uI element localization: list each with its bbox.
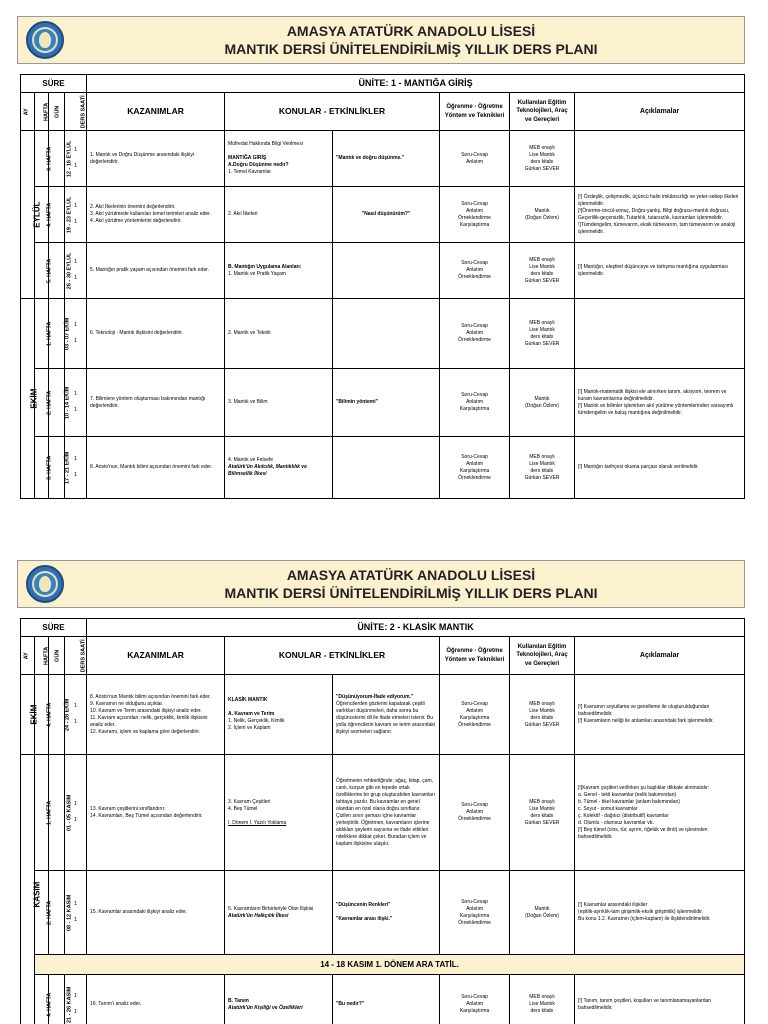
konu-cell: Müfredat Hakkında Bilgi Verilmesi MANTIĞA GİRİŞ A.Doğru Düşünme nedir? 1. Temel Kavramlar — [225, 131, 333, 187]
col-aciklamalar: Açıklamalar — [575, 93, 745, 131]
month-cell: EYLÜL — [21, 131, 35, 299]
table-row — [21, 871, 745, 955]
kazanim-cell: 7. Bilimlere yöntem oluşturması bakımından mantığı değerlendirir. — [87, 369, 225, 437]
gun-cell: 01 - 05 KASIM — [49, 755, 65, 871]
hours-cell: 1 1 — [65, 871, 87, 955]
plan-table — [20, 74, 745, 499]
col-ay: AY — [21, 93, 35, 131]
unite-title: ÜNİTE: 1 - MANTIĞA GİRİŞ — [87, 75, 745, 93]
etkinlik-cell: "Nasıl düşünürüm?" — [333, 187, 440, 243]
school-title: AMASYA ATATÜRK ANADOLU LİSESİ — [286, 567, 536, 583]
col-kazanimlar: KAZANIMLAR — [87, 637, 225, 675]
arac-cell: Mantık (Doğan Özlem) — [510, 187, 575, 243]
hafta-cell: 1. HAFTA — [35, 299, 49, 369]
hours-cell: 1 1 — [65, 437, 87, 499]
etkinlik-cell: "Düşünüyorum-İfade ediyorum." Öğrencilerden gözlerini kapatarak çeşitli varlıkları düşünmeleri, daha sonra bu düşüncelerini dil ile ifade etmeleri istenir. Bu yolla öğrencilerin kavram ve terim arasındaki ilişkiyi sezmeleri sağlanır. — [333, 675, 440, 755]
plan-title: MANTIK DERSİ ÜNİTELENDİRİLMİŞ YILLIK DERS PLANI — [224, 585, 598, 601]
gun-cell: 10 - 14 EKİM — [49, 369, 65, 437]
arac-cell: MEB onaylı Lise Mantık ders kitabı Gürkan SEVER — [510, 243, 575, 299]
col-aciklamalar: Açıklamalar — [575, 637, 745, 675]
etkinlik-cell: Öğretmenin rehberliğinde; ağaç, kitap, çam, canlı, kurşun gibi en tepede ortak özelliklerine bir grup oluşturabilen kavramları tahtaya yazılır. Bu kavramlar en genel olandan en özel olana doğru sınıflanır. Çizilen sınırı şeması içine kavramlar yerleştirilir. Öğretmen, kavramların içlerine aldıkları şeylerin sayısına ve ifade ettikleri niteliklere dikkat çeker. Buradan içlem ve kaplam ilişkisine ulaşılır. — [333, 755, 440, 871]
kazanim-cell: 8. Aristo'nun, Mantık bilimi açısından önemini fark eder. — [87, 437, 225, 499]
aciklama-cell: [!] Kavramlar arasındaki ilişkiler (eşitlik-ayrıklık-tam girişimlik-eksik girişimlik) işlenmelidir. Bu konu 1.2. Kavramın (içlem-kaplam) ile ilişkilendirilmelidir. — [575, 871, 745, 955]
school-title: AMASYA ATATÜRK ANADOLU LİSESİ — [286, 23, 536, 39]
yontem-cell: Soru-Cevap Anlatım Karşılaştırma Örneklendirme — [440, 675, 510, 755]
gun-cell: 19 - 23 EYLÜL — [49, 187, 65, 243]
yontem-cell: Soru-Cevap Anlatım Örneklendirme — [440, 299, 510, 369]
aciklama-cell: [!] Özdeşlik, çelişmezlik, üçüncü halin imkânsızlığı ve yeter-sebep ilkeleri işlenmelidir. [!]Önerme-öncül-sonuç, Doğru-yanlış, Bilgi doğrusu-mantık doğrusu, Geçerlilik-geçersizlik, Tutarlılık, tutarsızlık, kavramları işlenmelidir. !]Tümdengelim, tümevarım, eksik tümevarım, tam tümevarım ve analoji işlenmelidir. — [575, 187, 745, 243]
yontem-cell: Soru-Cevap Anlatım Karşılaştırma — [440, 369, 510, 437]
col-araclar: Kullanılan Eğitim Teknolojileri, Araç ve Gereçleri — [510, 637, 575, 675]
plan-page-2 — [17, 560, 745, 1023]
konu-cell: 5. Kavramların Birbirleriyle Olan İlişkisi Atatürk'ün Halkçılık İlkesi — [225, 871, 333, 955]
arac-cell: MEB onaylı Lise Mantık ders kitabı Gürkan SEVER — [510, 675, 575, 755]
konu-cell: 2. Akıl İlkeleri — [225, 187, 333, 243]
hafta-cell: 2. HAFTA — [35, 871, 49, 955]
col-konular: KONULAR - ETKİNLİKLER — [225, 93, 440, 131]
konu-cell: B. Tanım Atatürk'ün Kişiliği ve Özellikleri — [225, 975, 333, 1024]
table-row — [21, 187, 745, 243]
aciklama-cell: [!]Kavram çeşitleri verilirken şu başlıklar dikkate alınmalıdır: a. Genel - tekil kavramlar (nelik bakımından) b. Tümel - tikel kavramlar (anlam bakımından) c. Soyut - somut kavramlar ç. Kolektif - dağıtıcı (distributif) kavramlar d. Olumlu - olumsuz kavramlar vb. [!] Beş tümel (cins, tür, ayrım, öğelük ve ilinti) ve işlevinden bahsedilmelidir. — [575, 755, 745, 871]
month-cell: EKİM — [21, 299, 35, 499]
gun-cell: 08 - 12 KASIM — [49, 871, 65, 955]
holiday-banner: 14 - 18 KASIM 1. DÖNEM ARA TATİL. — [35, 955, 745, 975]
hafta-cell: 1. HAFTA — [35, 755, 49, 871]
gun-cell: 17 - 21 EKİM — [49, 437, 65, 499]
page-header — [17, 560, 745, 608]
table-row — [21, 369, 745, 437]
table-row — [21, 243, 745, 299]
arac-cell: Mantık (Doğan Özlem) — [510, 871, 575, 955]
aciklama-cell — [575, 131, 745, 187]
aciklama-cell — [575, 299, 745, 369]
col-kazanimlar: KAZANIMLAR — [87, 93, 225, 131]
gun-cell: 12 - 16 EYLÜL — [49, 131, 65, 187]
col-hafta: HAFTA — [35, 93, 49, 131]
col-gun: GÜN — [49, 93, 65, 131]
hours-cell: 1 1 — [65, 299, 87, 369]
konu-cell: 3. Mantık ve Bilim — [225, 369, 333, 437]
table-row — [21, 755, 745, 871]
hours-cell: 1 1 — [65, 675, 87, 755]
arac-cell: MEB onaylı Lise Mantık ders kitabı Gürkan SEVER — [510, 299, 575, 369]
kazanim-cell: 6. Teknoloji - Mantık ilişkisini değerlendirir. — [87, 299, 225, 369]
col-hafta: HAFTA — [35, 637, 49, 675]
sure-header: SÜRE — [21, 75, 87, 93]
table-row — [21, 131, 745, 187]
kazanim-cell: 1. Mantık ve Doğru Düşünme arasındaki ilişkiyi değerlendirir. — [87, 131, 225, 187]
konu-cell: 2. Mantık ve Teknik — [225, 299, 333, 369]
konu-cell: B. Mantığın Uygulama Alanları: 1. Mantık ve Pratik Yaşam — [225, 243, 333, 299]
konu-cell: KLASİK MANTIK A. Kavram ve Terim 1. Nelik, Gerçeklik, Kimlik 2. İçlem ve Kaplam — [225, 675, 333, 755]
etkinlik-cell — [333, 437, 440, 499]
hafta-cell: 4. HAFTA — [35, 675, 49, 755]
aciklama-cell: [!] Tanım, tanım çeşitleri, koşulları ve tanımlanamayanlardan bahsedilmelidir. — [575, 975, 745, 1024]
konu-cell: 3. Kavram Çeşitleri 4. Beş Tümel I. Dönem I. Yazılı Yoklama — [225, 755, 333, 871]
arac-cell: MEB onaylı Lise Mantık ders kitabı Gürkan SEVER — [510, 755, 575, 871]
col-ders-saati: DERS SAATİ — [65, 93, 87, 131]
etkinlik-cell: "Bilimin yöntemi" — [333, 369, 440, 437]
arac-cell: Mantık (Doğan Özlem) — [510, 369, 575, 437]
yontem-cell: Soru-Cevap Anlatım Karşılaştırma Örneklendirme — [440, 871, 510, 955]
kazanim-cell: 8. Aristo'nun Mantık bilimi açısından önemini fark eder. 9. Kavramın ne olduğunu açıklar. 10. Kavram ve Terim arasındaki ilişkiyi analiz eder. 11. Kavram açısından; nelik, gerçeklik, kimlik ilişkisini analiz eder. 12. Kavramı, içlem ve kaplama göre değerlendirir. — [87, 675, 225, 755]
page-header — [17, 16, 745, 64]
gun-cell: 03 - 07 EKİM — [49, 299, 65, 369]
col-gun: GÜN — [49, 637, 65, 675]
etkinlik-cell: "Düşüncenin Renkleri" "Kavramlar arası ilişki." — [333, 871, 440, 955]
table-row — [21, 675, 745, 755]
yontem-cell: Soru-Cevap Anlatım — [440, 131, 510, 187]
plan-title: MANTIK DERSİ ÜNİTELENDİRİLMİŞ YILLIK DERS PLANI — [224, 41, 598, 57]
hafta-cell: 3. HAFTA — [35, 131, 49, 187]
hours-cell: 1 1 — [65, 131, 87, 187]
gun-cell: 24 - 28 EKİM — [49, 675, 65, 755]
hafta-cell: 3. HAFTA — [35, 437, 49, 499]
etkinlik-cell: "Bu nedir?" — [333, 975, 440, 1024]
hafta-cell: 4. HAFTA — [35, 975, 49, 1024]
hours-cell: 1 1 — [65, 975, 87, 1024]
aciklama-cell: [!] Kavramın soyutlama ve genelleme ile oluşturulduğundan bahsedilmelidir. [!] Kavramların neliği ile anlamları arasındaki fark işlenmelidir. — [575, 675, 745, 755]
gun-cell: 21 - 26 KASIM — [49, 975, 65, 1024]
table-row — [21, 299, 745, 369]
col-konular: KONULAR - ETKİNLİKLER — [225, 637, 440, 675]
aciklama-cell: [!] Mantığın, eleştirel düşünceye ve tartışma mantığına uygulanması işlenmelidir. — [575, 243, 745, 299]
yontem-cell: Soru-Cevap Anlatım Karşılaştırma Örneklendirme — [440, 437, 510, 499]
etkinlik-cell — [333, 299, 440, 369]
kazanim-cell: 5. Mantığın pratik yaşam açısından önemini fark eder. — [87, 243, 225, 299]
col-araclar: Kullanılan Eğitim Teknolojileri, Araç ve Gereçleri — [510, 93, 575, 131]
yontem-cell: Soru-Cevap Anlatım Karşılaştırma — [440, 975, 510, 1024]
kazanim-cell: 13. Kavram çeşitlerini sınıflandırır. 14. Kavramları, Beş Tümel açısından değerlendirir. — [87, 755, 225, 871]
school-logo-icon — [26, 21, 64, 59]
kazanim-cell: 15. Kavramlar arasındaki ilişkiyi analiz eder. — [87, 871, 225, 955]
konu-cell: 4. Mantık ve Felsefe Atatürk'ün Akılcılık, Mantıklılık ve Bilimsellik İlkesi — [225, 437, 333, 499]
month-cell: KASIM — [21, 755, 35, 1024]
plan-page-1 — [17, 16, 745, 484]
yontem-cell: Soru-Cevap Anlatım Örneklendirme — [440, 755, 510, 871]
arac-cell: MEB onaylı Lise Mantık ders kitabı — [510, 975, 575, 1024]
yontem-cell: Soru-Cevap Anlatım Örneklendirme — [440, 243, 510, 299]
yontem-cell: Soru-Cevap Anlatım Örneklendirme Karşılaştırma — [440, 187, 510, 243]
table-row — [21, 975, 745, 1024]
hours-cell: 1 1 — [65, 369, 87, 437]
arac-cell: MEB onaylı Lise Mantık ders kitabı Gürkan SEVER — [510, 131, 575, 187]
gun-cell: 26 - 30 EYLÜL — [49, 243, 65, 299]
hours-cell: 1 1 — [65, 243, 87, 299]
hafta-cell: 5. HAFTA — [35, 243, 49, 299]
hours-cell: 1 1 — [65, 187, 87, 243]
plan-table — [20, 618, 745, 1024]
table-row — [21, 437, 745, 499]
aciklama-cell: [!] Mantığın tarihçesi okuma parçası olarak verilmelidir. — [575, 437, 745, 499]
arac-cell: MEB onaylı Lise Mantık ders kitabı Gürkan SEVER — [510, 437, 575, 499]
school-logo-icon — [26, 565, 64, 603]
etkinlik-cell — [333, 243, 440, 299]
col-ay: AY — [21, 637, 35, 675]
col-yontem: Öğrenme - Öğretme Yöntem ve Teknikleri — [440, 93, 510, 131]
hafta-cell: 2. HAFTA — [35, 369, 49, 437]
month-cell: EKİM — [21, 675, 35, 755]
table-row — [21, 955, 745, 975]
sure-header: SÜRE — [21, 619, 87, 637]
unite-title: ÜNİTE: 2 - KLASİK MANTIK — [87, 619, 745, 637]
col-ders-saati: DERS SAATİ — [65, 637, 87, 675]
etkinlik-cell: "Mantık ve doğru düşünme." — [333, 131, 440, 187]
kazanim-cell: 2. Akıl İlkelerinin önemini değerlendirir. 3. Akıl yürütmede kullanılan temel terimleri analiz eder. 4. Akıl yürütme yöntemlerini değerlendirir. — [87, 187, 225, 243]
aciklama-cell: [!] Mantık-matematik ilişkisi ele alınırken tanım, aksiyom, teorem ve kuram kavramlarına değinilmelidir. [!] Mantık ve bilimler işlenirken akıl yürütme yöntemlerinden varsayımlı tümdengelim ve buluş mantığına değinilmelidir. — [575, 369, 745, 437]
hafta-cell: 4. HAFTA — [35, 187, 49, 243]
kazanim-cell: 16. Tanım'ı analiz eder. — [87, 975, 225, 1024]
hours-cell: 1 1 — [65, 755, 87, 871]
col-yontem: Öğrenme - Öğretme Yöntem ve Teknikleri — [440, 637, 510, 675]
